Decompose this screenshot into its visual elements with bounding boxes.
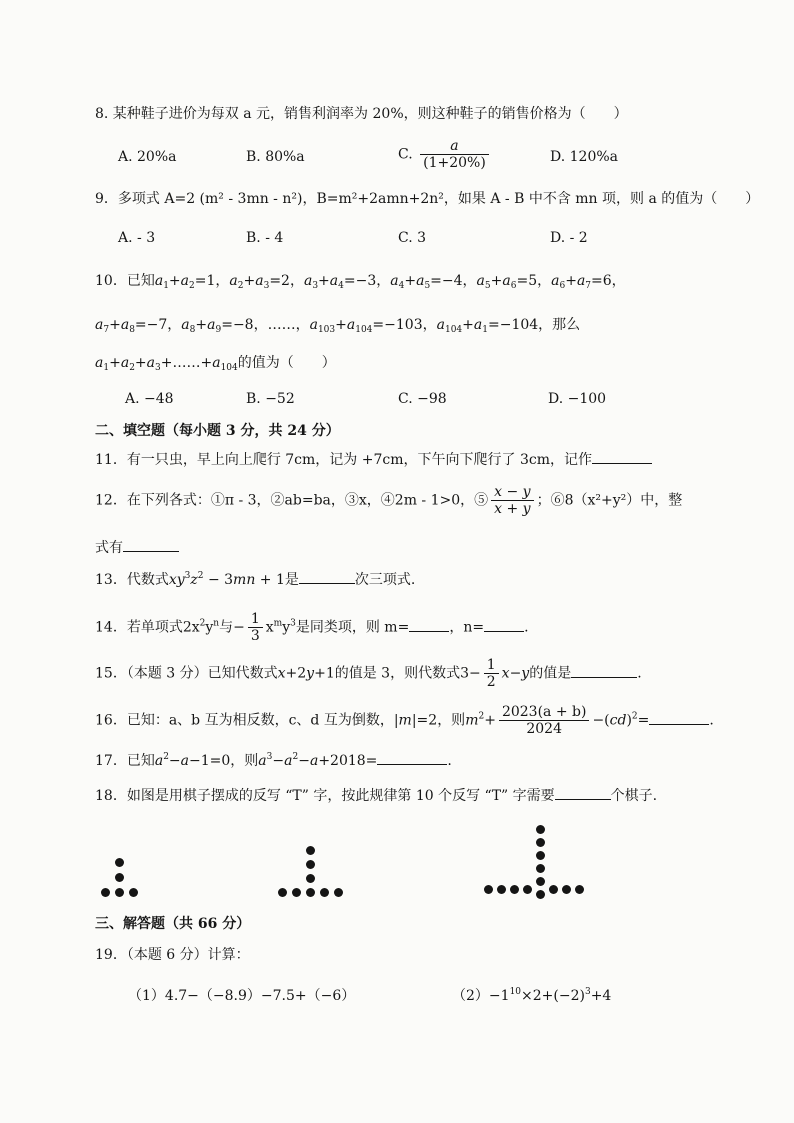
chess-piece	[292, 888, 301, 897]
chess-piece	[536, 825, 545, 834]
chess-piece	[306, 860, 315, 869]
q14-mid: 与	[219, 619, 234, 636]
q15-fraction-numerator: 1	[484, 657, 499, 674]
q14-fraction	[248, 611, 263, 644]
chess-piece	[484, 885, 493, 894]
q17-answer-blank[interactable]	[377, 750, 447, 765]
q16-end: .	[709, 712, 714, 729]
question-19-title: 19．（本题 6 分）计算：	[95, 947, 250, 963]
q16-fraction-numerator: 2023(a + b)	[499, 704, 590, 721]
q19-part-1: （1）4.7−（−8.9）−7.5+（−6）	[128, 988, 356, 1004]
q12-answer-blank[interactable]	[123, 537, 179, 552]
q17-mid: ，则	[230, 753, 259, 769]
question-14: 14．若单项式$2x^2y^n$与− $\frac{1}{3}$ $x^my^3$是同类项，则 m= ，n= .	[95, 611, 529, 644]
q8-option-b: B. 80%a	[246, 149, 305, 165]
q8-option-d: D. 120%a	[550, 149, 618, 165]
q8-option-c-label: C.	[398, 146, 413, 163]
question-10-line-1: 10．已知$a_1+a_2=1$，$a_2+a_3=2$，$a_3+a_4=-3$，$a_4+a_5=-4$，$a_5+a_6=5$，$a_6+a_7=6$，	[95, 273, 626, 291]
q13-prefix: 13．代数式	[95, 572, 169, 588]
chess-piece	[115, 873, 124, 882]
question-13: 13．代数式$xy^3z^2 - 3mn + 1$是 次三项式.	[95, 571, 416, 588]
q10-option-b: B. −52	[246, 391, 295, 407]
chess-piece	[101, 888, 110, 897]
chess-piece	[306, 888, 315, 897]
q10-line-2-end: ，那么	[538, 317, 581, 333]
q14-blank-m[interactable]	[409, 617, 449, 632]
q10-line-3-end: 的值为（ ）	[237, 355, 336, 371]
q12-after: ；⑥8（x²+y²）中，整	[536, 492, 683, 509]
chess-piece	[278, 888, 287, 897]
q8-option-c-denominator: (1+20%)	[423, 155, 486, 171]
q17-end: .	[447, 753, 452, 769]
q16-prefix: 16．已知：a、b 互为相反数，c、d 互为倒数，	[95, 712, 394, 729]
chess-piece	[562, 885, 571, 894]
q15-mid: 的值是 3，则代数式	[334, 665, 461, 682]
q16-mid: ，则	[437, 712, 466, 729]
q9-option-a: A. - 3	[118, 230, 156, 246]
chess-piece	[129, 888, 138, 897]
q8-option-a: A. 20%a	[118, 149, 177, 165]
chess-piece	[306, 874, 315, 883]
chess-piece	[536, 864, 545, 873]
q9-option-d: D. - 2	[550, 230, 588, 246]
chess-piece	[115, 858, 124, 867]
q14-blank-n[interactable]	[484, 617, 524, 632]
chess-piece	[334, 888, 343, 897]
q18-answer-blank[interactable]	[555, 785, 611, 800]
q15-after: 的值是	[529, 665, 572, 682]
q14-fraction-numerator: 1	[248, 611, 263, 628]
q8-option-c-fraction	[420, 138, 489, 171]
question-16: 16．已知：a、b 互为相反数，c、d 互为倒数，|m|=2，则$m^2+$ $\frac{2023(a + b)}{2024}$ −(cd)$^2$= .	[95, 704, 714, 737]
q14-prefix: 14．若单项式	[95, 619, 183, 636]
q14-sep: ，n=	[449, 619, 485, 636]
q10-option-d: D. −100	[548, 391, 607, 407]
q8-option-c	[398, 138, 492, 171]
q17-prefix: 17．已知	[95, 753, 155, 769]
q10-prefix: 10．已知	[95, 273, 155, 289]
chess-piece	[575, 885, 584, 894]
q13-answer-blank[interactable]	[299, 569, 355, 584]
q15-end: .	[637, 665, 642, 682]
question-11	[95, 449, 724, 471]
question-10-line-2: $a_7+a_8=-7$，$a_8+a_9=-8$，……，$a_{103}+a_{104}=-103$，$a_{104}+a_1=-104$，那么	[95, 317, 581, 335]
q15-fraction	[484, 657, 499, 690]
chess-piece	[497, 885, 506, 894]
chess-piece	[536, 838, 545, 847]
q16-fraction-denominator: 2024	[526, 721, 562, 737]
q18-text: 18．如图是用棋子摆成的反写 “T” 字，按此规律第 10 个反写 “T” 字需要	[95, 788, 555, 804]
q19-part-2: $(2)-1^{10}\times 2+(-2)^3+4$	[452, 987, 612, 1004]
question-18	[95, 785, 724, 807]
q19-part-2-label: （2）	[452, 988, 489, 1004]
q12-text: 12．在下列各式：①π - 3，②ab=ba，③x，④2m - 1>0，⑤	[95, 492, 489, 509]
chess-piece	[306, 846, 315, 855]
chess-piece	[320, 888, 329, 897]
q8-option-c-numerator: a	[420, 138, 489, 155]
section-3-heading: 三、解答题（共 66 分）	[95, 916, 251, 932]
q9-option-c: C. 3	[398, 230, 427, 246]
q12-fraction	[491, 484, 533, 517]
q11-answer-blank[interactable]	[592, 449, 652, 464]
q12-fraction-denominator: x + y	[494, 501, 531, 517]
q12-fraction-numerator: x − y	[491, 484, 533, 501]
question-10-line-3: $a_1+a_2+a_3+\dots\dots+a_{104}$的值为（ ）	[95, 355, 336, 373]
q18-end: 个棋子.	[610, 788, 658, 804]
q14-after: 是同类项，则 m=	[295, 619, 410, 636]
q16-answer-blank[interactable]	[649, 710, 709, 725]
chess-piece	[523, 885, 532, 894]
q15-answer-blank[interactable]	[571, 663, 637, 678]
q13-after: 是	[284, 572, 299, 588]
chess-piece	[536, 851, 545, 860]
q9-option-b: B. - 4	[246, 230, 284, 246]
q13-end: 次三项式.	[354, 572, 416, 588]
q11-text: 11．有一只虫，早上向上爬行 7cm，记为 +7cm，下午向下爬行了 3cm，记作	[95, 452, 592, 468]
q10-option-a: A. −48	[125, 391, 174, 407]
q10-option-c: C. −98	[398, 391, 447, 407]
chess-piece	[510, 885, 519, 894]
q14-end: .	[524, 619, 529, 636]
question-15: 15．（本题 3 分）已知代数式x+2y+1的值是 3，则代数式3− $\frac{1}{2}$ x−y的值是 .	[95, 657, 642, 690]
q15-prefix: 15．（本题 3 分）已知代数式	[95, 665, 278, 682]
chess-piece	[536, 877, 545, 886]
chess-piece	[536, 890, 545, 899]
question-8-stem: 8. 某种鞋子进价为每双 a 元，销售利润率为 20%，则这种鞋子的销售价格为（ ）	[95, 106, 628, 122]
question-17: 17．已知$a^2-a-1=0$，则$a^3-a^2-a+2018=$ .	[95, 752, 452, 769]
section-2-heading: 二、填空题（每小题 3 分，共 24 分）	[95, 423, 340, 439]
q15-fraction-denominator: 2	[486, 674, 496, 690]
q14-fraction-denominator: 3	[250, 628, 260, 644]
question-12-line-2	[95, 537, 724, 559]
q16-fraction	[499, 704, 590, 737]
question-12-line-1	[95, 484, 724, 517]
question-9-stem: 9．多项式 A=2 (m² - 3mn - n²)，B=m²+2amn+2n²，如果 A - B 中不含 mn 项，则 a 的值为（ ）	[95, 191, 760, 207]
q10-ellipsis: ，……，	[253, 317, 310, 333]
q12-line-2-text: 式有	[95, 540, 123, 556]
chess-piece	[549, 885, 558, 894]
chess-piece	[115, 888, 124, 897]
